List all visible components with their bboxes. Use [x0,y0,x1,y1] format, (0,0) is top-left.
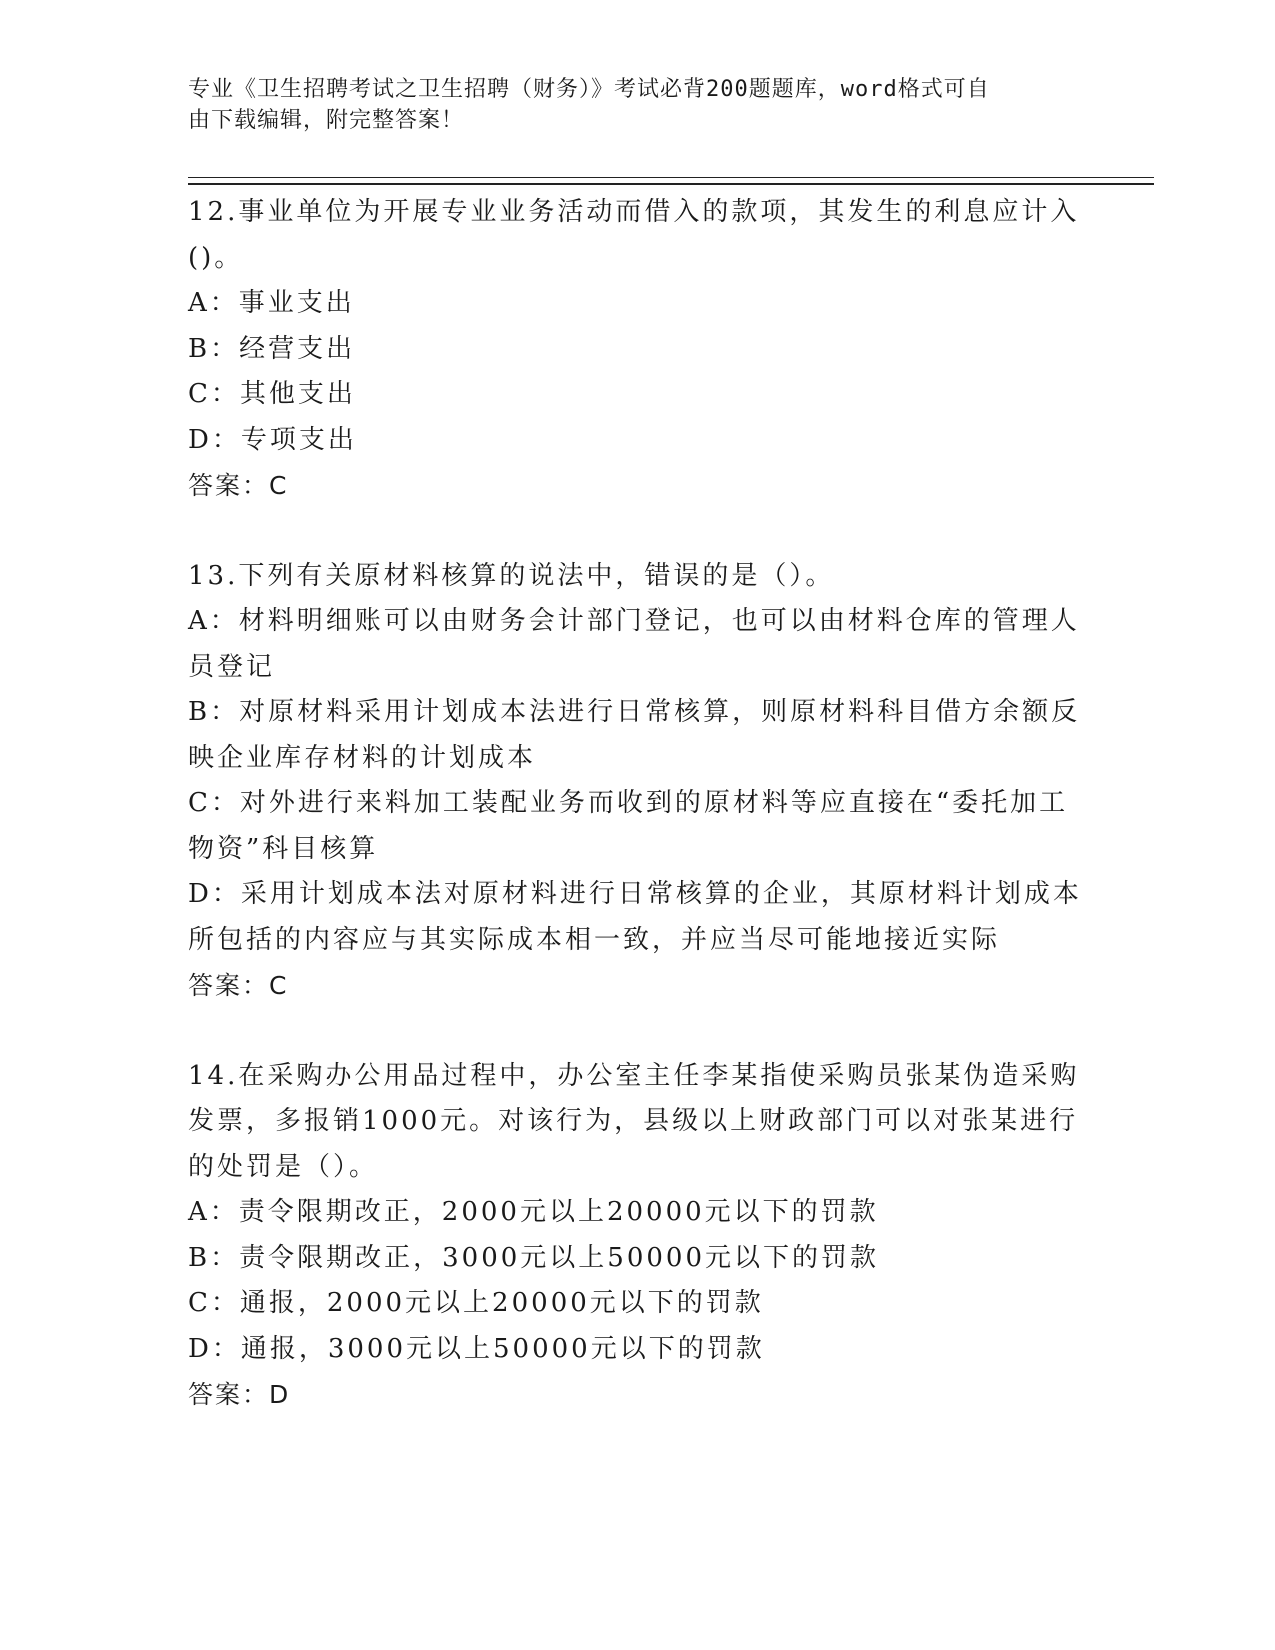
option-a: A：材料明细账可以由财务会计部门登记，也可以由材料仓库的管理人 [188,606,1080,636]
question-list [188,190,1088,1463]
header-divider [188,183,1154,185]
option-a: 员登记 [188,651,276,682]
answer: 答案：C [188,471,289,500]
header-line: 由下载编辑，附完整答案！ [188,108,465,133]
option-d: D：通报，3000元以上50000元以下的罚款 [188,1333,765,1364]
header-line: 专业《卫生招聘考试之卫生招聘（财务）》考试必背200题题库，word格式可自 [188,77,990,102]
question-stem: 的处罚是（）。 [188,1151,379,1182]
option-c: C：其他支出 [188,379,356,409]
option-b: 映企业库存材料的计划成本 [188,742,537,773]
option-b: B：经营支出 [188,333,356,364]
question-stem: 发票，多报销1000元。对该行为，县级以上财政部门可以对张某进行 [188,1106,1079,1136]
option-b: B：对原材料采用计划成本法进行日常核算，则原材料科目借方余额反 [188,697,1081,727]
option-c: 物资”科目核算 [188,833,379,864]
option-c: C：通报，2000元以上20000元以下的罚款 [188,1288,764,1318]
question-13 [188,554,1088,1009]
header-divider [188,177,1154,178]
document-header [188,74,1068,136]
option-d: 所包括的内容应与其实际成本相一致，并应当尽可能地接近实际 [188,924,1001,955]
option-d: D：专项支出 [188,424,357,455]
option-c: C：对外进行来料加工装配业务而收到的原材料等应直接在“委托加工 [188,788,1069,818]
answer: 答案：D [188,1380,291,1409]
question-stem: ()。 [188,242,244,273]
question-stem: 13.下列有关原材料核算的说法中，错误的是（）。 [188,560,835,591]
question-12 [188,190,1088,509]
option-b: B：责令限期改正，3000元以上50000元以下的罚款 [188,1242,879,1273]
option-d: D：采用计划成本法对原材料进行日常核算的企业，其原材料计划成本 [188,879,1082,909]
question-stem: 12.事业单位为开展专业业务活动而借入的款项，其发生的利息应计入 [188,197,1080,227]
option-a: A：事业支出 [188,288,355,318]
answer: 答案：C [188,971,289,1000]
question-14 [188,1054,1088,1418]
option-a: A：责令限期改正，2000元以上20000元以下的罚款 [188,1197,879,1227]
question-stem: 14.在采购办公用品过程中，办公室主任李某指使采购员张某伪造采购 [188,1060,1080,1091]
